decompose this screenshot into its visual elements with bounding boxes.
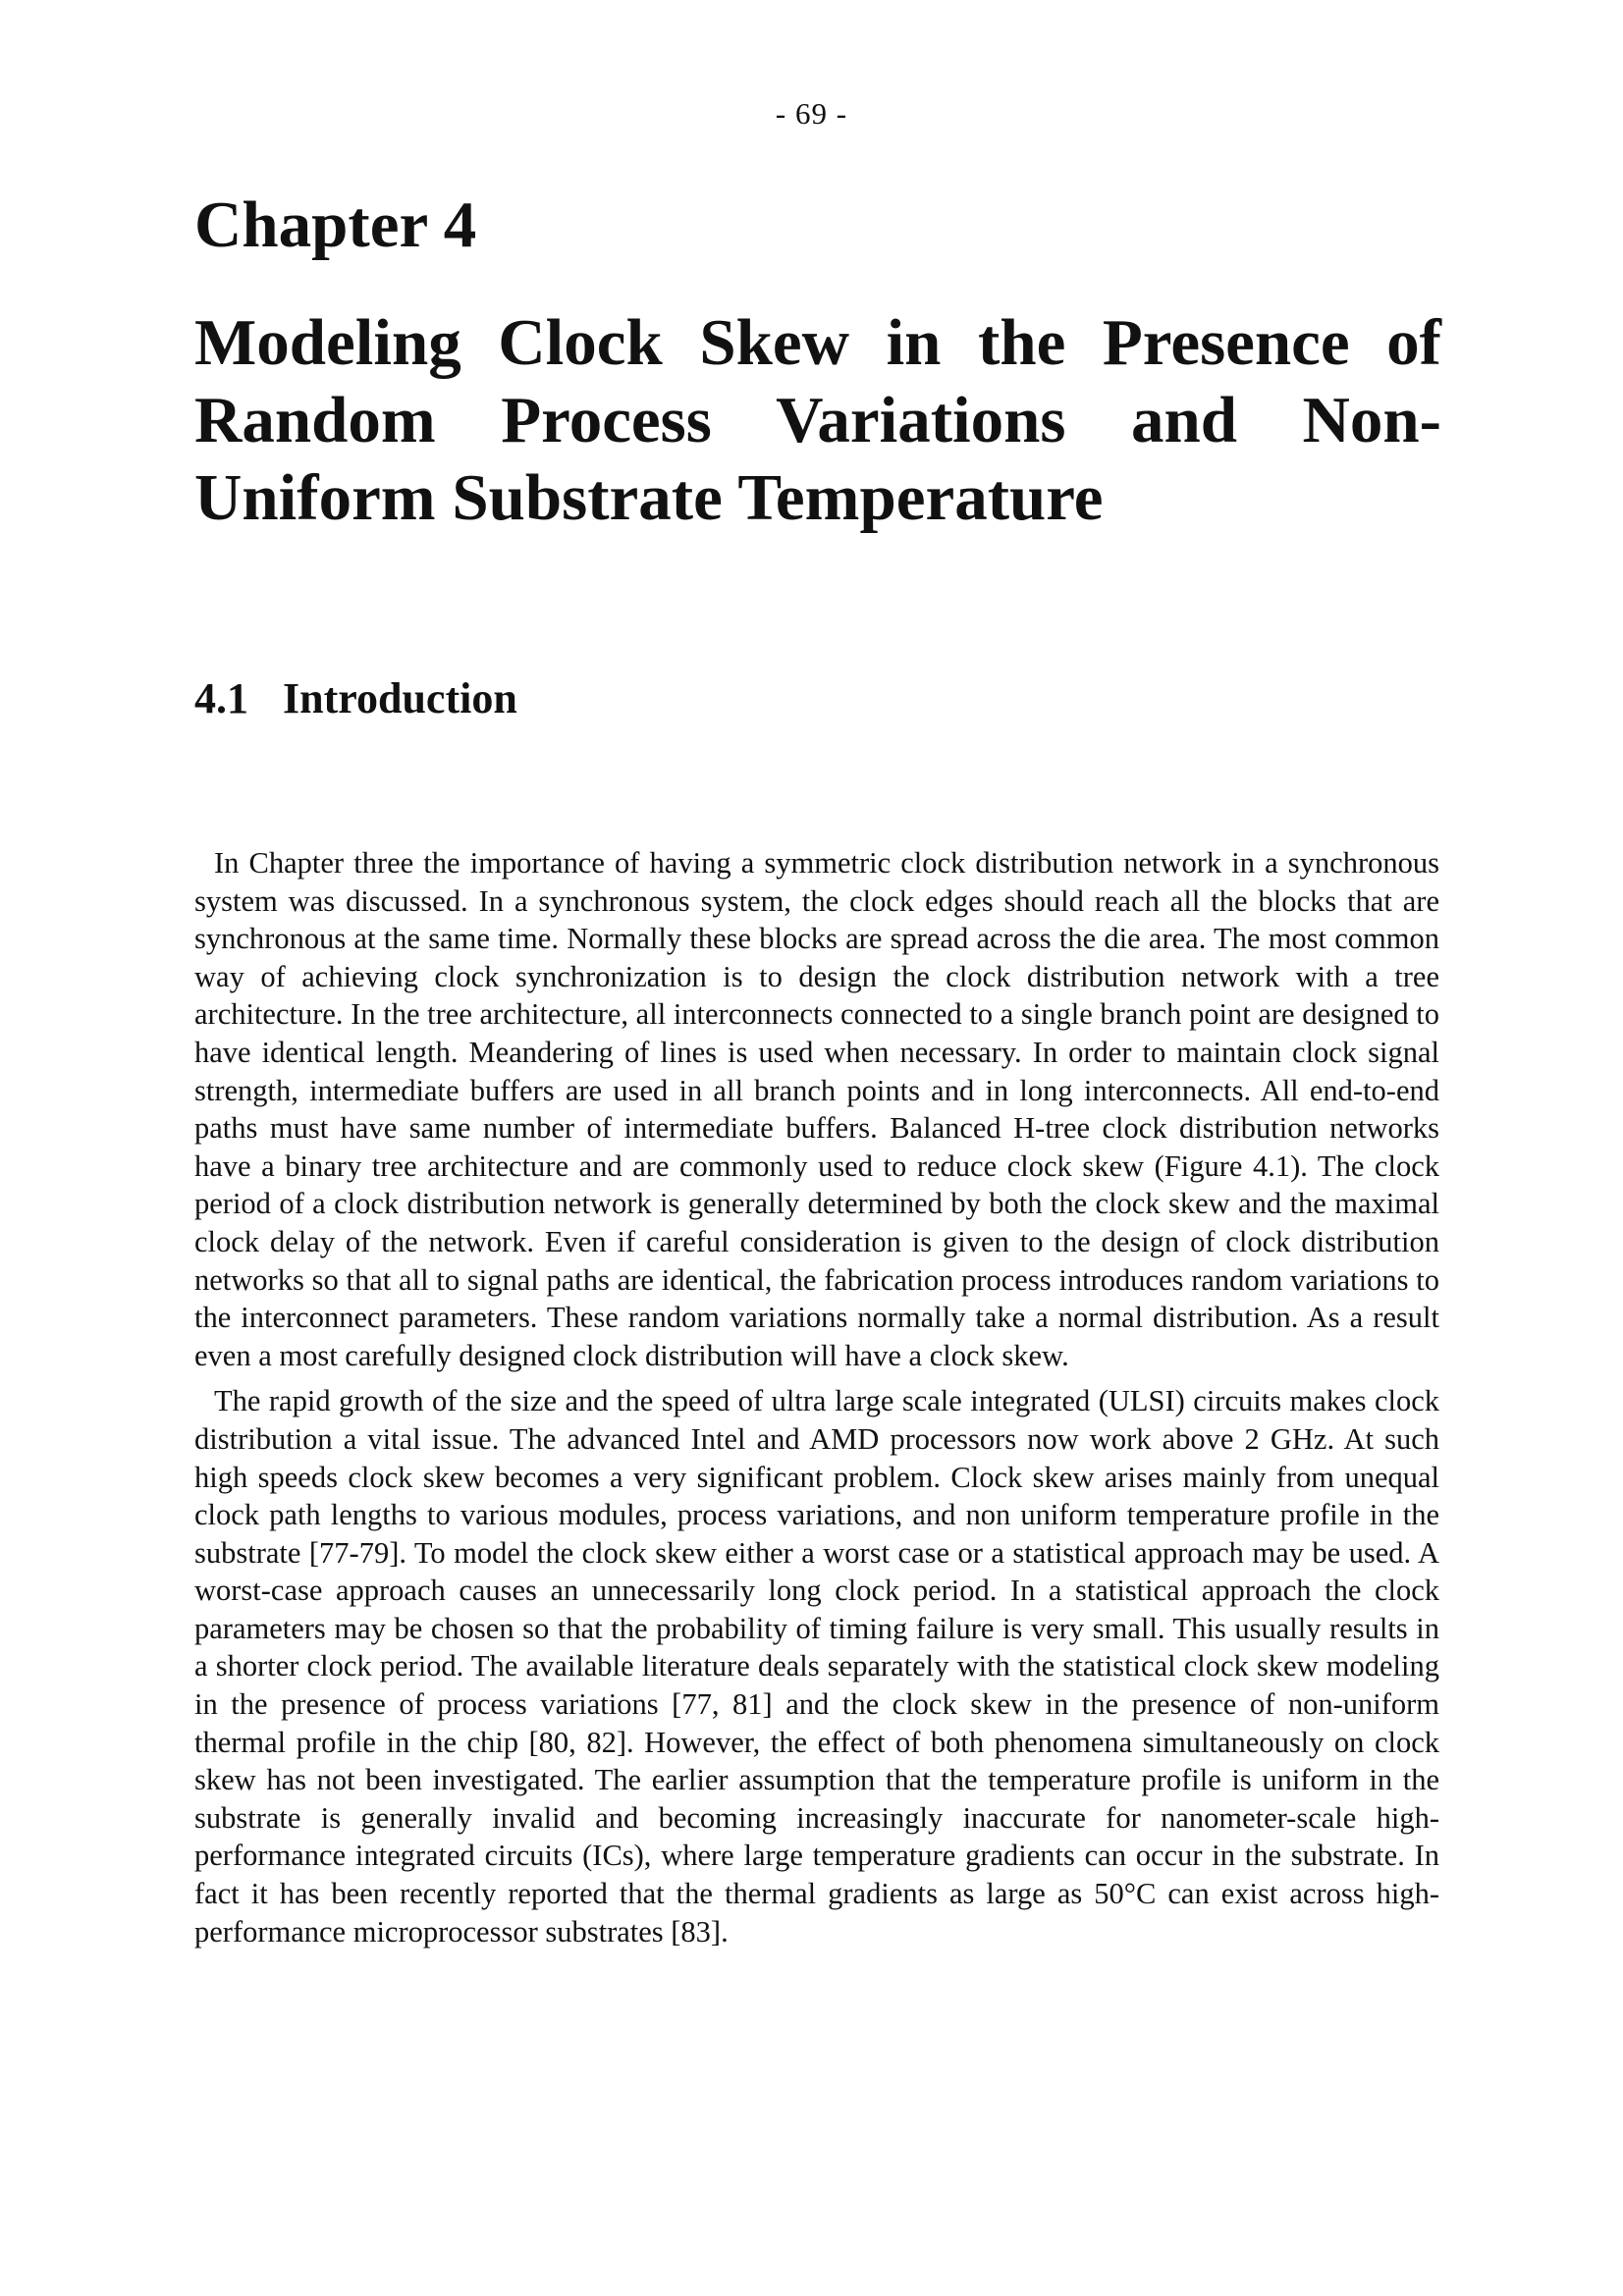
chapter-label: Chapter 4 bbox=[194, 188, 477, 261]
section-number: 4.1 bbox=[194, 674, 248, 722]
section-heading bbox=[194, 674, 517, 722]
page-number: - 69 - bbox=[775, 96, 848, 131]
body-text bbox=[194, 844, 1439, 1958]
paragraph: The rapid growth of the size and the speed of ultra large scale integrated (ULSI) circuits makes clock distribution a vital issue. The advanced Intel and AMD processors now work above 2 GHz. At such high speeds clock skew becomes a very significant problem. Clock skew arises mainly from unequal clock path lengths to various modules, process variations, and non uniform temperature profile in the substrate [77-79]. To model the clock skew either a worst case or a statistical approach may be used. A worst-case approach causes an unnecessarily long clock period. In a statistical approach the clock parameters may be chosen so that the probability of timing failure is very small. This usually results in a shorter clock period. The available literature deals separately with the statistical clock skew modeling in the presence of process variations [77, 81] and the clock skew in the presence of non-uniform thermal profile in the chip [80, 82]. However, the effect of both phenomena simultaneously on clock skew has not been investigated. The earlier assumption that the temperature profile is uniform in the substrate is generally invalid and becoming increasingly inaccurate for nanometer-scale high-performance integrated circuits (ICs), where large temperature gradients can occur in the substrate. In fact it has been recently reported that the thermal gradients as large as 50°C can exist across high-performance microprocessor substrates [83]. bbox=[194, 1384, 1439, 1949]
section-title: Introduction bbox=[283, 674, 517, 722]
chapter-title: Modeling Clock Skew in the Presence of Random Process Variations and Non-Uniform Substrate Temperature bbox=[194, 306, 1441, 534]
paragraph: In Chapter three the importance of having a symmetric clock distribution network in a synchronous system was discussed. In a synchronous system, the clock edges should reach all the blocks that are synchronous at the same time. Normally these blocks are spread across the die area. The most common way of achieving clock synchronization is to design the clock distribution network with a tree architecture. In the tree architecture, all interconnects connected to a single branch point are designed to have identical length. Meandering of lines is used when necessary. In order to maintain clock signal strength, intermediate buffers are used in all branch points and in long interconnects. All end-to-end paths must have same number of intermediate buffers. Balanced H-tree clock distribution networks have a binary tree architecture and are commonly used to reduce clock skew (Figure 4.1). The clock period of a clock distribution network is generally determined by both the clock skew and the maximal clock delay of the network. Even if careful consideration is given to the design of clock distribution networks so that all to signal paths are identical, the fabrication process introduces random variations to the interconnect parameters. These random variations normally take a normal distribution. As a result even a most carefully designed clock distribution will have a clock skew. bbox=[194, 846, 1439, 1372]
